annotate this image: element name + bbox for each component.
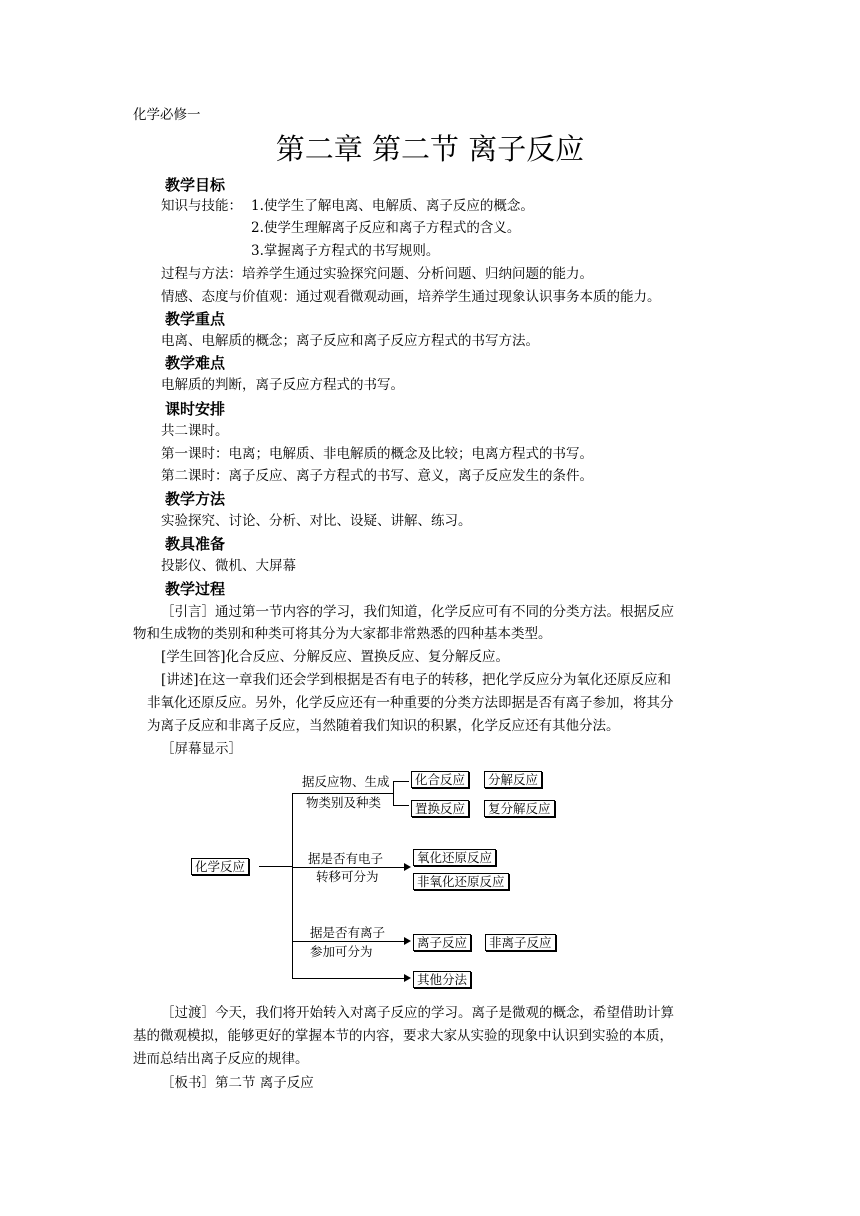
- schedule-line: 共二课时。: [161, 423, 229, 439]
- intro-text: 物和生成物的类别和种类可将其分为大家都非常熟悉的四种基本类型。: [133, 626, 552, 642]
- connector-line: [292, 793, 393, 794]
- reaction-type-box: 化合反应: [411, 771, 469, 788]
- emotion-text: 情感、态度与价值观：通过观看微观动画，培养学生通过现象认识事务本质的能力。: [161, 289, 661, 305]
- connector-line: [292, 978, 405, 979]
- page-title: 第二章 第二节 离子反应: [275, 132, 585, 166]
- classification-diagram: [185, 765, 595, 997]
- course-label: 化学必修一: [133, 107, 201, 123]
- methods-heading: 教学方法: [165, 490, 226, 508]
- knowledge-item: 3.掌握离子方程式的书写规则。: [251, 243, 440, 259]
- screen-display-label: ［屏幕显示］: [161, 741, 242, 757]
- lecture-text: [讲述]在这一章我们还会学到根据是否有电子的转移，把化学反应分为氧化还原反应和: [161, 672, 672, 688]
- knowledge-item: 1.使学生了解电离、电解质、离子反应的概念。: [251, 198, 534, 214]
- connector-line: [292, 867, 405, 868]
- reaction-type-box: 非氧化还原反应: [413, 873, 509, 890]
- equipment-heading: 教具准备: [165, 535, 226, 553]
- branch3-label: 据是否有离子: [310, 925, 386, 940]
- arrow-icon: [404, 863, 411, 871]
- reaction-type-box: 离子反应: [413, 934, 471, 951]
- keypoints-text: 电离、电解质的概念；离子反应和离子反应方程式的书写方法。: [161, 333, 539, 349]
- transition-text: 基的微观模拟，能够更好的掌握本节的内容，要求大家从实验的现象中认识到实验的本质，: [133, 1028, 673, 1044]
- lecture-text: 为离子反应和非离子反应，当然随着我们知识的积累，化学反应还有其他分法。: [147, 718, 620, 734]
- trunk-line: [292, 793, 293, 978]
- equipment-text: 投影仪、微机、大屏幕: [161, 558, 296, 574]
- branch3-label: 参加可分为: [310, 944, 373, 959]
- connector-line: [393, 781, 409, 782]
- reaction-type-box: 其他分法: [413, 971, 471, 988]
- objectives-heading: 教学目标: [165, 176, 226, 194]
- intro-text: ［引言］通过第一节内容的学习，我们知道，化学反应可有不同的分类方法。根据反应: [161, 604, 674, 620]
- connector-line: [259, 866, 292, 867]
- keypoints-heading: 教学重点: [165, 310, 226, 328]
- connector-line: [393, 781, 394, 805]
- process-method-text: 过程与方法：培养学生通过实验探究问题、分析问题、归纳问题的能力。: [161, 266, 593, 282]
- root-box: 化学反应: [191, 858, 249, 875]
- arrow-icon: [404, 974, 411, 982]
- branch2-label: 据是否有电子: [308, 851, 384, 866]
- reaction-type-box: 氧化还原反应: [413, 849, 496, 866]
- knowledge-label: 知识与技能：: [161, 198, 242, 214]
- branch1-label: 据反应物、生成: [302, 774, 390, 789]
- transition-text: 进而总结出离子反应的规律。: [133, 1051, 309, 1067]
- student-answer: [学生回答]化合反应、分解反应、置换反应、复分解反应。: [161, 649, 510, 665]
- transition-text: ［过渡］今天，我们将开始转入对离子反应的学习。离子是微观的概念，希望借助计算: [161, 1005, 674, 1021]
- methods-text: 实验探究、讨论、分析、对比、设疑、讲解、练习。: [161, 513, 472, 529]
- connector-line: [292, 941, 405, 942]
- difficulties-heading: 教学难点: [165, 354, 226, 372]
- schedule-line: 第二课时：离子反应、离子方程式的书写、意义，离子反应发生的条件。: [161, 468, 593, 484]
- connector-line: [393, 805, 409, 806]
- reaction-type-box: 非离子反应: [485, 934, 556, 951]
- schedule-line: 第一课时：电离；电解质、非电解质的概念及比较；电离方程式的书写。: [161, 446, 593, 462]
- branch2-label: 转移可分为: [316, 869, 379, 884]
- knowledge-item: 2.使学生理解离子反应和离子方程式的含义。: [251, 220, 521, 236]
- reaction-type-box: 置换反应: [411, 800, 469, 817]
- schedule-heading: 课时安排: [165, 400, 226, 418]
- arrow-icon: [404, 937, 411, 945]
- board-text: ［板书］第二节 离子反应: [161, 1075, 314, 1091]
- reaction-type-box: 分解反应: [484, 771, 542, 788]
- difficulties-text: 电解质的判断，离子反应方程式的书写。: [161, 377, 404, 393]
- lecture-text: 非氧化还原反应。另外，化学反应还有一种重要的分类方法即据是否有离子参加，将其分: [147, 695, 674, 711]
- process-heading: 教学过程: [165, 580, 226, 598]
- reaction-type-box: 复分解反应: [484, 800, 555, 817]
- branch1-label: 物类别及种类: [306, 795, 382, 810]
